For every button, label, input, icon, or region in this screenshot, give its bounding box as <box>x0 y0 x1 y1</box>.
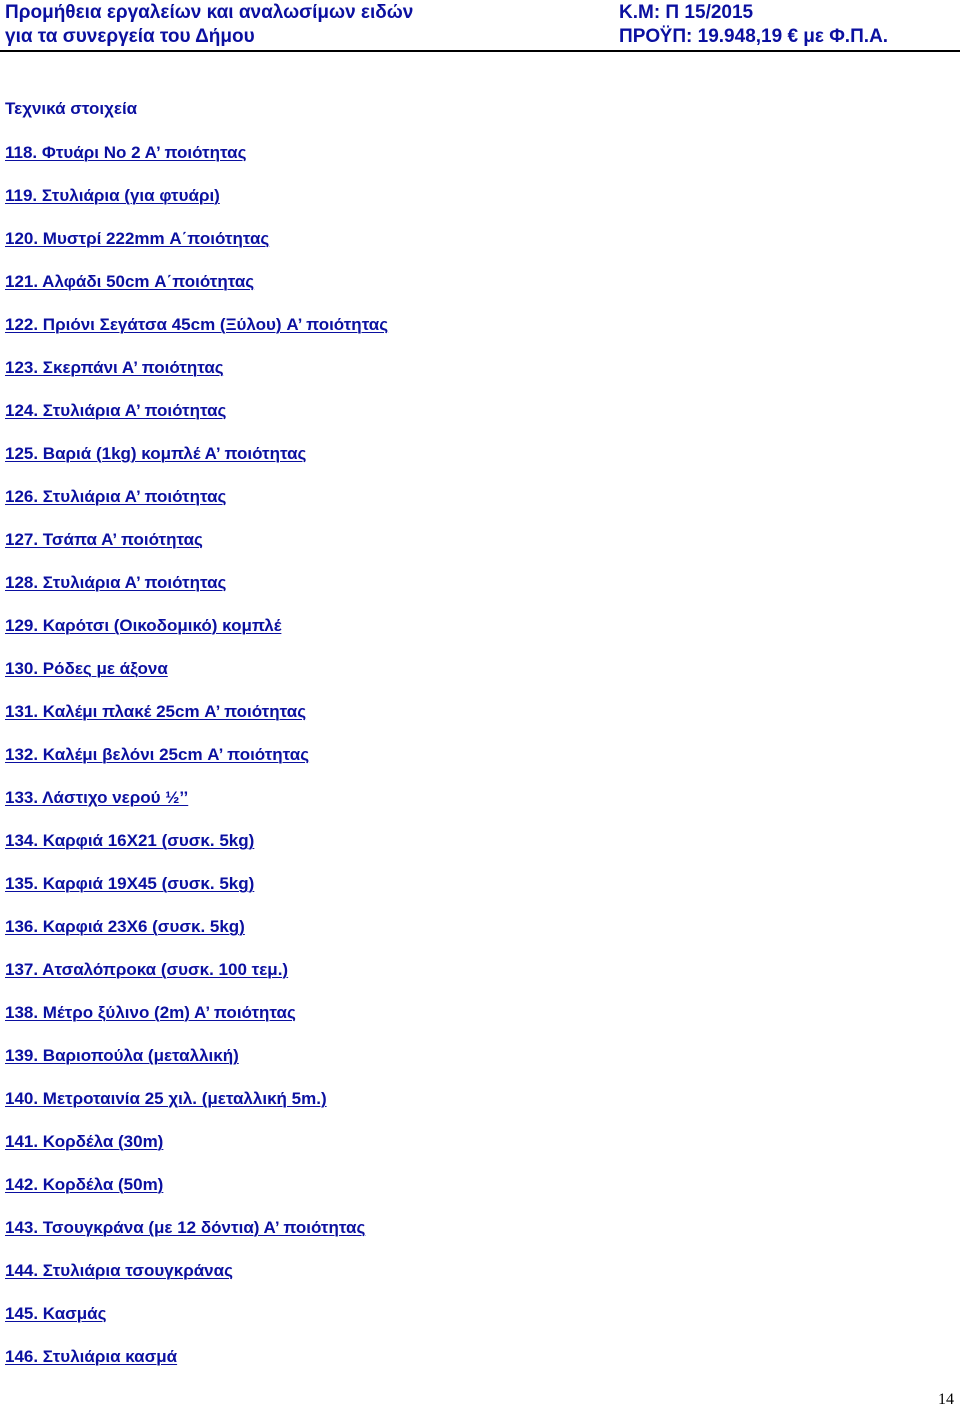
list-item <box>5 1046 388 1089</box>
list-item <box>5 1003 388 1046</box>
list-item <box>5 358 388 401</box>
list-item-text: 123. Σκερπάνι Α’ ποιότητας <box>5 358 224 377</box>
list-item-text: 122. Πριόνι Σεγάτσα 45cm (Ξύλου) Α’ ποιότητας <box>5 315 389 334</box>
list-item <box>5 143 388 186</box>
list-item-text: 118. Φτυάρι Νο 2 Α’ ποιότητας <box>5 143 247 162</box>
header-divider <box>0 50 960 52</box>
list-item-text: 139. Βαριοπούλα (μεταλλική) <box>5 1046 239 1065</box>
list-item-text: 135. Καρφιά 19Χ45 (συσκ. 5kg) <box>5 874 255 893</box>
list-item-text: 145. Κασμάς <box>5 1304 107 1323</box>
list-item-text: 127. Τσάπα Α’ ποιότητας <box>5 530 203 549</box>
list-item <box>5 1132 388 1175</box>
list-item-text: 120. Μυστρί 222mm Α΄ποιότητας <box>5 229 270 248</box>
list-item-text: 119. Στυλιάρια (για φτυάρι) <box>5 186 220 205</box>
list-item <box>5 487 388 530</box>
list-item-text: 136. Καρφιά 23Χ6 (συσκ. 5kg) <box>5 917 245 936</box>
list-item-text: 124. Στυλιάρια Α’ ποιότητας <box>5 401 227 420</box>
list-item <box>5 616 388 659</box>
list-item <box>5 1304 388 1347</box>
list-item-text: 125. Βαριά (1kg) κομπλέ Α’ ποιότητας <box>5 444 307 463</box>
list-item-text: 144. Στυλιάρια τσουγκράνας <box>5 1261 233 1280</box>
list-item-text: 126. Στυλιάρια Α’ ποιότητας <box>5 487 227 506</box>
list-item-text: 129. Καρότσι (Οικοδομικό) κομπλέ <box>5 616 282 635</box>
list-item <box>5 745 388 788</box>
list-item <box>5 186 388 229</box>
list-item <box>5 530 388 573</box>
list-item-text: 132. Καλέμι βελόνι 25cm Α’ ποιότητας <box>5 745 310 764</box>
list-item-text: 130. Ρόδες με άξονα <box>5 659 168 678</box>
page-number: 14 <box>938 1391 954 1408</box>
list-item <box>5 444 388 487</box>
header-budget: ΠΡΟΫΠ: 19.948,19 € με Φ.Π.Α. <box>619 26 889 47</box>
list-item <box>5 960 388 1003</box>
list-item-text: 142. Κορδέλα (50m) <box>5 1175 164 1194</box>
list-item-text: 143. Τσουγκράνα (με 12 δόντια) Α’ ποιότητας <box>5 1218 366 1237</box>
list-item <box>5 1347 388 1390</box>
list-item <box>5 401 388 444</box>
list-item <box>5 1175 388 1218</box>
list-item-text: 134. Καρφιά 16Χ21 (συσκ. 5kg) <box>5 831 255 850</box>
list-item-text: 146. Στυλιάρια κασμά <box>5 1347 178 1366</box>
technical-items-list <box>5 143 388 1390</box>
list-item <box>5 788 388 831</box>
section-title: Τεχνικά στοιχεία <box>5 99 138 118</box>
list-item-text: 141. Κορδέλα (30m) <box>5 1132 164 1151</box>
list-item <box>5 659 388 702</box>
list-item-text: 140. Μετροταινία 25 χιλ. (μεταλλική 5m.) <box>5 1089 327 1108</box>
list-item-text: 131. Καλέμι πλακέ 25cm Α’ ποιότητας <box>5 702 307 721</box>
list-item <box>5 917 388 960</box>
list-item <box>5 702 388 745</box>
list-item-text: 121. Αλφάδι 50cm Α΄ποιότητας <box>5 272 255 291</box>
header-reference-number: Κ.Μ: Π 15/2015 <box>619 2 754 23</box>
list-item <box>5 1261 388 1304</box>
list-item <box>5 573 388 616</box>
header-title-line2: για τα συνεργεία του Δήμου <box>5 26 255 47</box>
list-item <box>5 315 388 358</box>
list-item-text: 137. Ατσαλόπροκα (συσκ. 100 τεμ.) <box>5 960 289 979</box>
document-header <box>0 0 960 54</box>
header-title-line1: Προμήθεια εργαλείων και αναλωσίμων ειδών <box>5 2 414 23</box>
list-item-text: 138. Μέτρο ξύλινο (2m) Α’ ποιότητας <box>5 1003 296 1022</box>
list-item-text: 128. Στυλιάρια Α’ ποιότητας <box>5 573 227 592</box>
list-item-text: 133. Λάστιχο νερού ½’’ <box>5 788 189 807</box>
list-item <box>5 1089 388 1132</box>
list-item <box>5 229 388 272</box>
list-item <box>5 831 388 874</box>
list-item <box>5 874 388 917</box>
list-item <box>5 1218 388 1261</box>
list-item <box>5 272 388 315</box>
